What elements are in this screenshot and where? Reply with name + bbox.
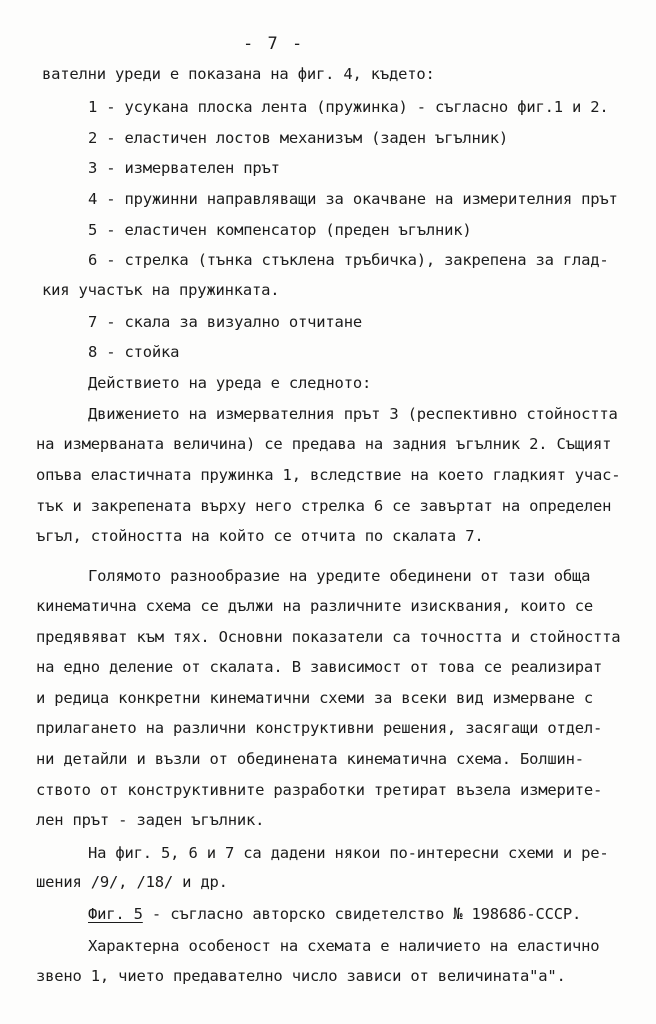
text-line: предявяват към тях. Основни показатели са точността и стойността xyxy=(36,628,621,646)
figure-reference-text: - съгласно авторско свидетелство № 198686-СССР. xyxy=(142,905,582,923)
text-line: Действието на уреда е следното: xyxy=(88,374,372,392)
text-line: и редица конкретни кинематични схеми за всеки вид измерване с xyxy=(36,689,594,707)
text-line: опъва еластичната пружинка 1, вследствие на което гладкият учас- xyxy=(36,466,621,484)
text-line: вателни уреди е показана на фиг. 4, където: xyxy=(42,65,435,83)
page-number: - 7 - xyxy=(243,34,305,54)
figure-reference-line xyxy=(88,904,581,924)
text-line: ството от конструктивните разработки третират възела измерите- xyxy=(36,781,603,799)
text-line: Движението на измервателния прът 3 (респективно стойността xyxy=(88,405,618,423)
text-line: кия участък на пружинката. xyxy=(42,281,280,299)
text-line: на измерваната величина) се предава на задния ъгълник 2. Същият xyxy=(36,435,612,453)
list-item: 8 - стойка xyxy=(88,343,180,361)
text-line: кинематична схема се дължи на различните изисквания, които се xyxy=(36,597,594,615)
text-line: прилагането на различни конструктивни решения, засягащи отдел- xyxy=(36,719,603,737)
text-line: На фиг. 5, 6 и 7 са дадени някои по-интересни схеми и ре- xyxy=(88,844,609,862)
list-item: 4 - пружинни направляващи за окачване на измерителния прът xyxy=(88,190,618,208)
text-line: ъгъл, стойността на който се отчита по скалата 7. xyxy=(36,527,484,545)
text-line: Голямото разнообразие на уредите обединени от тази обща xyxy=(88,567,591,585)
figure-reference-label: Фиг. 5 xyxy=(88,905,143,923)
text-line: ни детайли и възли от обединената кинематична схема. Болшин- xyxy=(36,750,584,768)
list-item: 3 - измервателен прът xyxy=(88,159,280,177)
list-item: 6 - стрелка (тънка стъклена тръбичка), закрепена за глад- xyxy=(88,251,609,269)
text-line: тък и закрепената върху него стрелка 6 се завъртат на определен xyxy=(36,497,612,515)
list-item: 1 - усукана плоска лента (пружинка) - съгласно фиг.1 и 2. xyxy=(88,98,609,116)
list-item: 7 - скала за визуално отчитане xyxy=(88,313,362,331)
text-line: звено 1, чието предавателно число зависи от величината"а". xyxy=(36,967,566,985)
text-line: на едно деление от скалата. В зависимост от това се реализират xyxy=(36,658,603,676)
text-line: шения /9/, /18/ и др. xyxy=(36,873,228,891)
text-line: лен прът - заден ъгълник. xyxy=(36,811,265,829)
text-line: Характерна особеност на схемата е наличието на еластично xyxy=(88,937,600,955)
list-item: 5 - еластичен компенсатор (преден ъгълник) xyxy=(88,221,472,239)
list-item: 2 - еластичен лостов механизъм (заден ъгълник) xyxy=(88,129,509,147)
